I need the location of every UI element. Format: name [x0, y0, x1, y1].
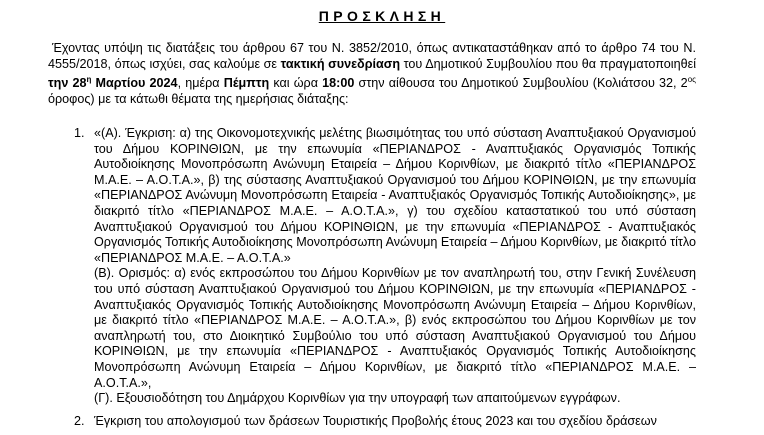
agenda-item-section-b: (Β). Ορισμός: α) ενός εκπροσώπου του Δήμου Κορινθίων με τον αναπληρωτή του, στην Γενική Συνέλευση του υπό σύσταση Αναπτυξιακού Οργανισμού του Δήμου ΚΟΡΙΝΘΙΩΝ, με την επωνυμία «ΠΕΡΙΑΝΔΡΟΣ - Αναπτυξιακός Οργανισμός Τοπικής Αυτοδιοίκησης Μονοπρόσωπη Ανώνυμη Εταιρεία – Δήμου Κορινθίων, με διακριτό τίτλο «ΠΕΡΙΑΝΔΡΟΣ Μ.Α.Ε. – Α.Ο.Τ.Α.», β) ενός εκπροσώπου του Δήμου Κορινθίων με τον αναπληρωτή του, στο Διοικητικό Συμβούλιο του υπό σύσταση Αναπτυξιακού Οργανισμού του Δήμου ΚΟΡΙΝΘΙΩΝ, με την επωνυμία «ΠΕΡΙΑΝΔΡΟΣ - Αναπτυξιακός Οργανισμός Τοπικής Αυτοδιοίκησης Μονοπρόσωπη Ανώνυμη Εταιρεία – Δήμου Κορινθίων, με διακριτό τίτλο «ΠΕΡΙΑΝΔΡΟΣ Μ.Α.Ε. – Α.Ο.Τ.Α.», [94, 266, 696, 390]
meeting-time: 18:00 [322, 76, 355, 91]
agenda-item [74, 414, 696, 430]
document-title: ΠΡΟΣΚΛΗΣΗ [318, 8, 446, 24]
date-superscript: η [86, 75, 92, 85]
intro-text: στην αίθουσα του Δημοτικού Συμβουλίου (Κολιάτσου 32, 2 [354, 76, 688, 91]
intro-text: Έχοντας υπόψη τις διατάξεις του άρθρου 67 του Ν. 3852/2010, όπως αντικαταστάθηκαν από το άρθρο 74 του Ν. 4555/2018, όπως ισχύει, σας καλούμε σε [48, 41, 696, 71]
intro-text: του Δημοτικού Συμβουλίου που θα πραγματοποιηθεί [400, 56, 696, 71]
intro-text: όροφος) με τα κάτωθι θέματα της ημερήσιας διάταξης: [48, 91, 349, 106]
meeting-date-month-year: Μαρτίου 2024 [91, 76, 178, 91]
meeting-date-day: την 28 [48, 76, 87, 91]
agenda-item-section-a: «(Α). Έγκριση: α) της Οικονομοτεχνικής μελέτης βιωσιμότητας του υπό σύσταση Αναπτυξιακού Οργανισμού του Δήμου ΚΟΡΙΝΘΙΩΝ, με την επωνυμία «ΠΕΡΙΑΝΔΡΟΣ - Αναπτυξιακός Οργανισμός Τοπικής Αυτοδιοίκησης Μονοπρόσωπη Ανώνυμη Εταιρεία – Δήμου Κορινθίων, με διακριτό τίτλο «ΠΕΡΙΑΝΔΡΟΣ Μ.Α.Ε. – Α.Ο.Τ.Α.», β) της σύστασης Αναπτυξιακού Οργανισμού του Δήμου ΚΟΡΙΝΘΙΩΝ, με την επωνυμία «ΠΕΡΙΑΝΔΡΟΣ Ανώνυμη Μονοπρόσωπη Εταιρεία - Αναπτυξιακός Οργανισμός Τοπικής Αυτοδιοίκησης», με διακριτό τίτλο «ΠΕΡΙΑΝΔΡΟΣ Μ.Α.Ε. – Α.Ο.Τ.Α.», γ) του σχεδίου καταστατικού του υπό σύσταση Αναπτυξιακού Οργανισμού του Δήμου ΚΟΡΙΝΘΙΩΝ, με την επωνυμία «ΠΕΡΙΑΝΔΡΟΣ - Αναπτυξιακός Οργανισμός Τοπικής Αυτοδιοίκησης Μονοπρόσωπη Ανώνυμη Εταιρεία – Δήμου Κορινθίων, με διακριτό τίτλο «ΠΕΡΙΑΝΔΡΟΣ Μ.Α.Ε. – Α.Ο.Τ.Α.» [94, 126, 696, 265]
agenda-item-number: 1. [74, 126, 85, 140]
meeting-weekday: Πέμπτη [223, 76, 270, 91]
agenda-item-text: Έγκριση του απολογισμού των δράσεων Τουριστικής Προβολής έτους 2023 και του σχεδίου δράσεων [94, 414, 657, 428]
floor-superscript: ος [687, 75, 696, 85]
agenda-item-number: 2. [74, 414, 85, 428]
intro-text: , ημέρα [177, 76, 224, 91]
intro-paragraph [48, 41, 696, 108]
agenda-item-section-c: (Γ). Εξουσιοδότηση του Δημάρχου Κορινθίων για την υπογραφή των απαιτούμενων εγγράφων. [94, 391, 621, 406]
intro-text: και ώρα [269, 76, 323, 91]
agenda-item [74, 126, 696, 407]
session-type: τακτική συνεδρίαση [280, 56, 401, 71]
